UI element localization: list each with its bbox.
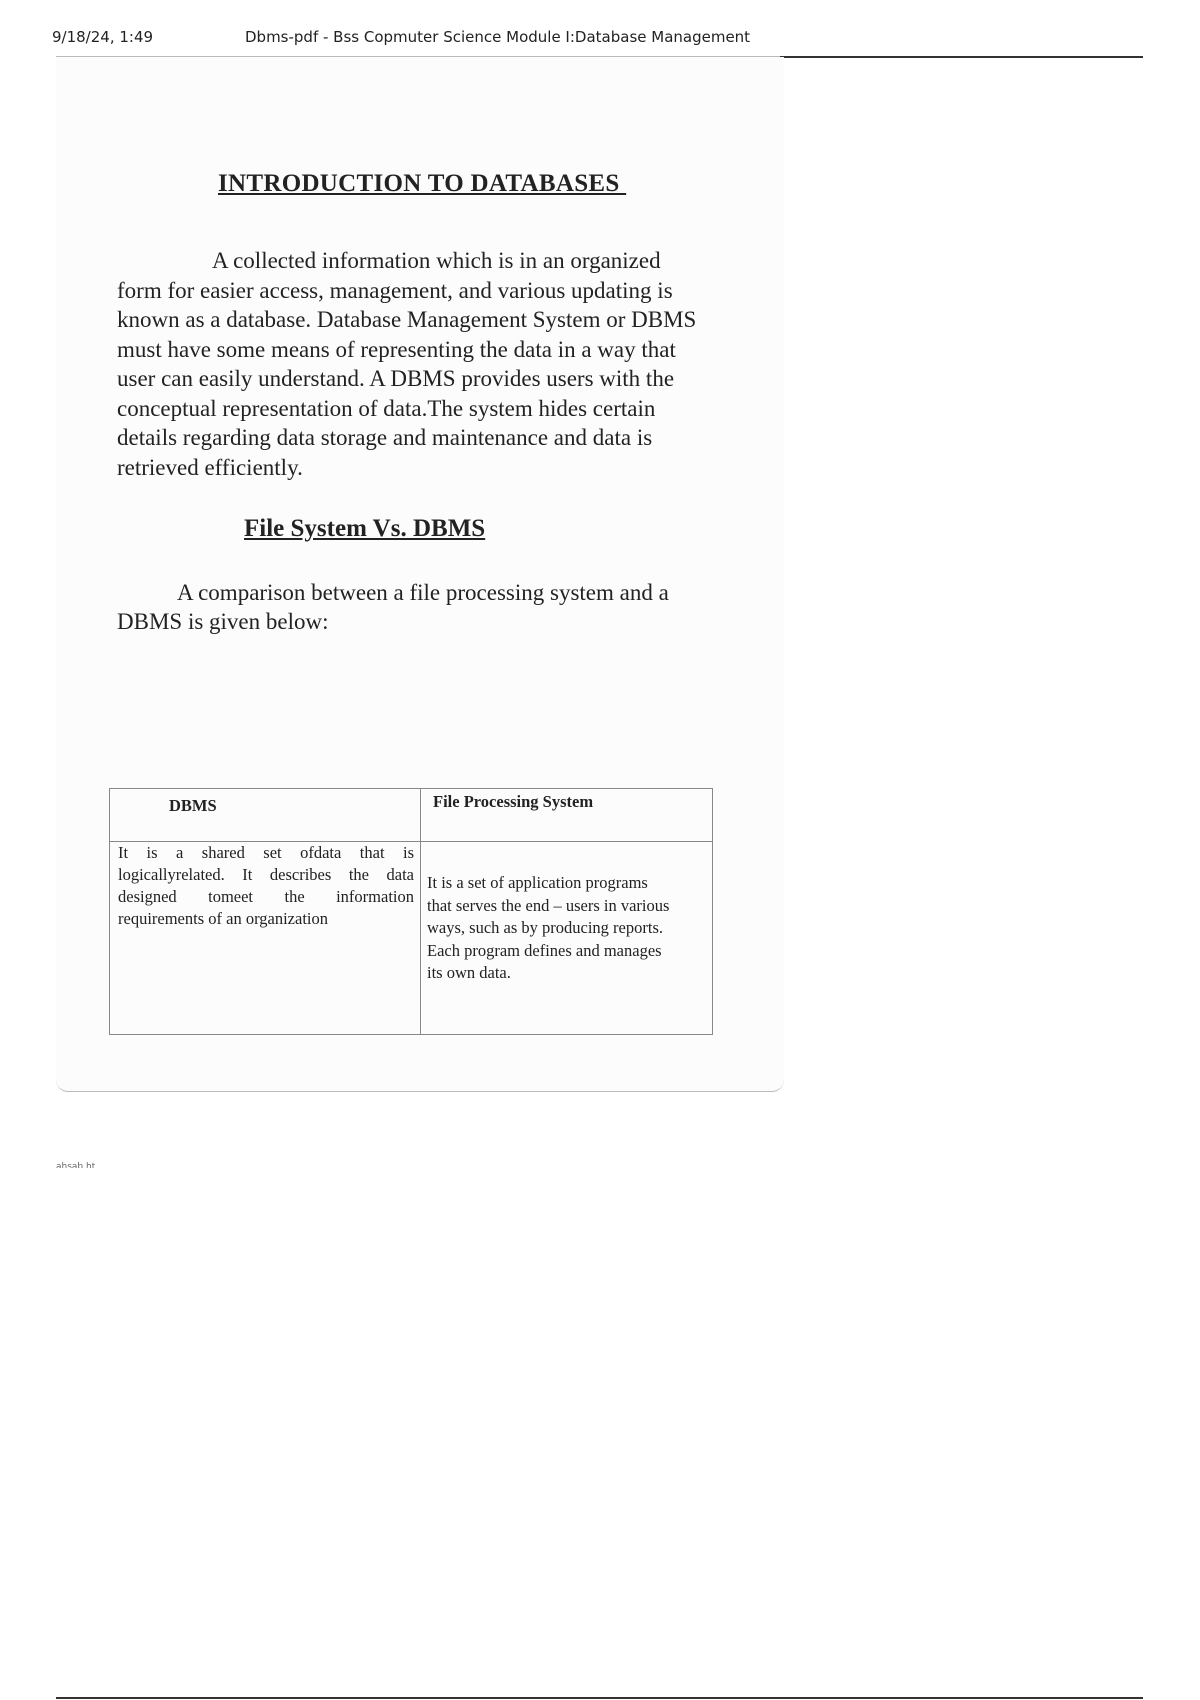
- document-title: INTRODUCTION TO DATABASES: [218, 170, 627, 197]
- footer-fragment: ahsab ht: [56, 1162, 96, 1168]
- comparison-table: [109, 788, 713, 1035]
- table-header-cell: File Processing System: [421, 789, 713, 842]
- section-title: File System Vs. DBMS: [244, 515, 486, 542]
- table-header-cell: DBMS: [110, 789, 421, 842]
- print-page-title: Dbms-pdf - Bss Copmuter Science Module I:Database Management: [245, 28, 751, 46]
- table-header-row: [110, 789, 713, 842]
- footer-divider: [56, 1697, 1143, 1699]
- table-cell: It is a shared set ofdata that is logicallyrelated. It describes the data designed tomeet the information requirements of an organization: [110, 842, 421, 1035]
- table-row: [110, 842, 713, 1035]
- header-divider-right: [780, 56, 1143, 58]
- intro-paragraph: A collected information which is in an organized form for easier access, management, and various updating is known as a database. Database Management System or DBMS must have some means of representing the data in a way that user can easily understand. A DBMS provides users with the conceptual representation of data.The system hides certain details regarding data storage and maintenance and data is retrieved efficiently.: [117, 248, 697, 480]
- print-date: 9/18/24, 1:49: [52, 28, 154, 46]
- comparison-paragraph: A comparison between a file processing system and a DBMS is given below:: [117, 580, 669, 634]
- table-cell: It is a set of application programs that serves the end – users in various ways, such as by producing reports. Each program defines and manages its own data.: [421, 842, 713, 1035]
